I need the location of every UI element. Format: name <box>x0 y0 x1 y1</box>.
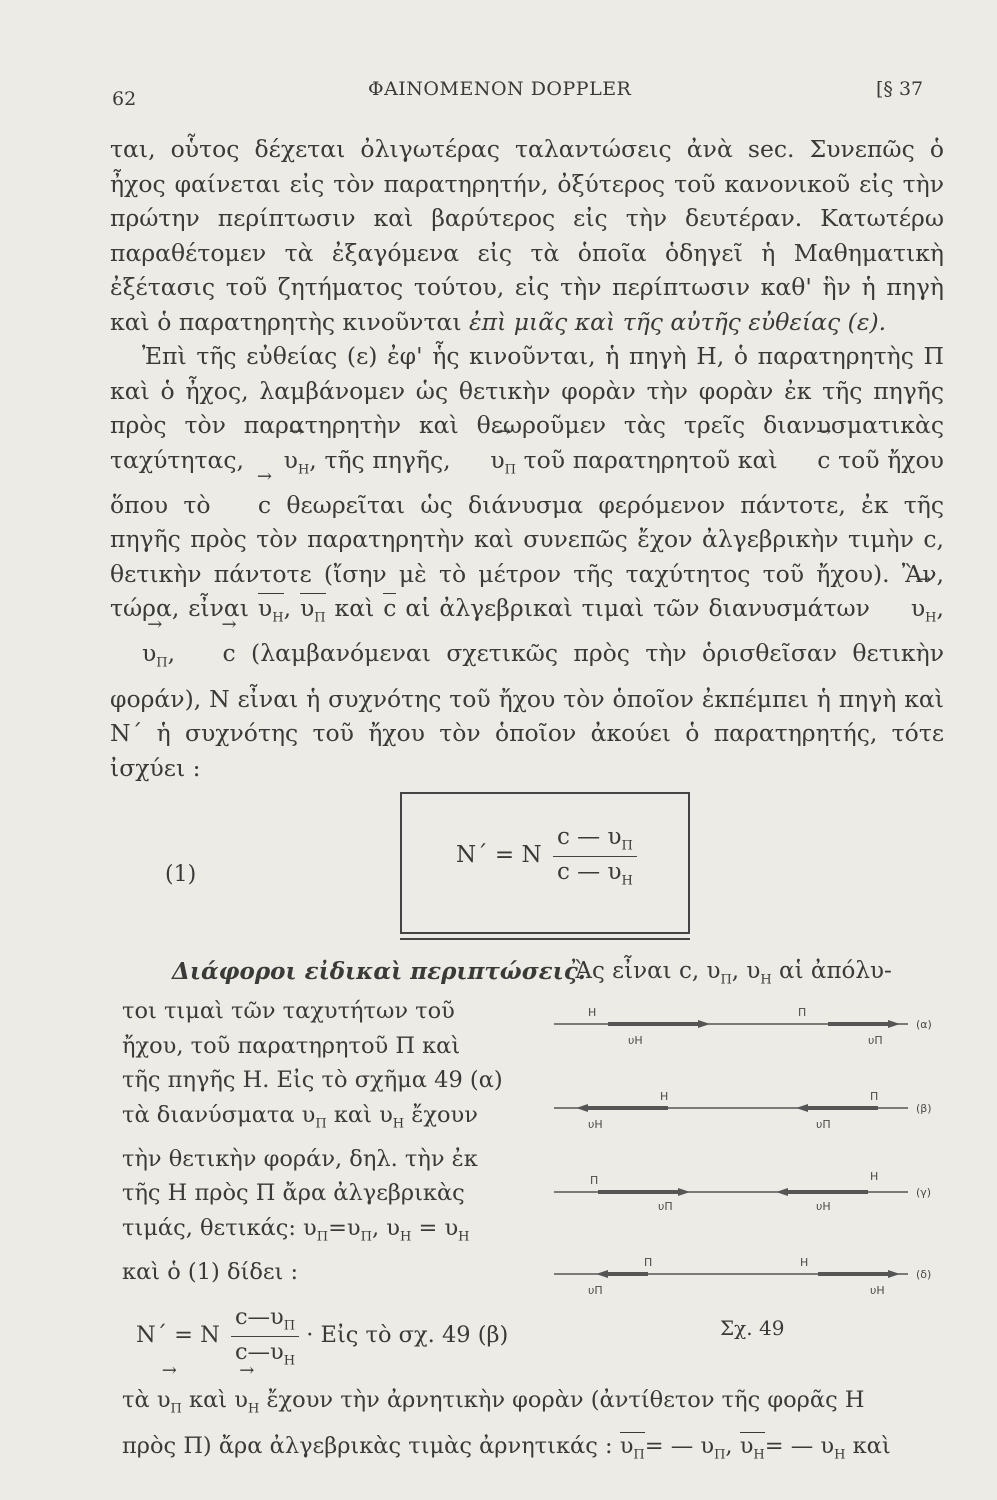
svg-text:Η: Η <box>870 1170 879 1183</box>
fraction: $\frac{c—\upsilon_\Pi}{c—\upsilon_H}$ <box>231 1304 299 1368</box>
svg-text:Π: Π <box>798 1006 807 1019</box>
doppler-formula: N΄ = N $\frac{c — \upsilon_\Pi}{c — \upsilon_H}$ <box>456 824 637 888</box>
svg-text:υΠ: υΠ <box>658 1200 673 1213</box>
running-title: ΦΑΙΝΟΜΕΝΟΝ DOPPLER <box>368 78 632 100</box>
italic-phrase: ἐπὶ μιᾶς καὶ τῆς αὐτῆς εὐθείας (ε). <box>469 307 887 336</box>
figure-diagram <box>548 996 968 1316</box>
algebraic-c: c <box>383 594 397 623</box>
svg-text:υΠ: υΠ <box>588 1284 603 1297</box>
section-heading: Διάφοροι εἰδικαὶ περιπτώσεις. <box>172 958 586 985</box>
svg-text:υΗ: υΗ <box>816 1200 831 1213</box>
svg-text:υΠ: υΠ <box>816 1118 831 1131</box>
svg-text:υΗ: υΗ <box>588 1118 603 1131</box>
vector-vH: → $\upsilon_H$ <box>879 591 937 636</box>
formula-box <box>400 792 690 934</box>
vector-vH: → $\upsilon_H$ <box>234 1382 259 1428</box>
main-text <box>110 132 944 785</box>
vector-vP: → $\upsilon_\Pi$ <box>157 1382 182 1428</box>
vector-c: → c <box>191 636 236 671</box>
vector-c: → c <box>785 443 830 478</box>
paragraph: ται, οὗτος δέχεται ὀλιγωτέρας ταλαντώσεις ἀνὰ sec. Συνεπῶς ὁ ἦχος φαίνεται εἰς τὸν παρατηρητήν, ὀξύτερος τοῦ κανονικοῦ εἰς τὴν πρώτην περίπτωσιν καὶ βαρύτερος εἰς τὴν δευτέραν. Κατωτέρω παραθέτομεν τὰ ἐξαγόμενα εἰς τὰ ὁποῖα ὁδηγεῖ ἡ Μαθηματικὴ ἐξέτασις τοῦ ζητήματος τούτου, εἰς τὴν περίπτωσιν καθ' ἣν ἡ πηγὴ καὶ ὁ παρατηρητὴς κινοῦνται ἐπὶ μιᾶς καὶ τῆς αὐτῆς εὐθείας (ε). <box>110 135 944 336</box>
svg-text:Η: Η <box>588 1006 597 1019</box>
algebraic-vP: $\upsilon_\Pi$ <box>299 594 326 626</box>
figure-49 <box>548 996 968 1336</box>
figure-row-b <box>554 1090 932 1131</box>
svg-text:(α): (α) <box>916 1018 932 1031</box>
svg-text:(δ): (δ) <box>916 1268 932 1281</box>
final-text: τὰ → $\upsilon_\Pi$ καὶ → $\upsilon_H$ ἔχουν τὴν ἀρνητικὴν φορὰν (ἀντίθετον τῆς φορᾶς Η πρὸς Π) ἄρα ἀλγεβρικὰς τιμὰς ἀρνητικάς : $\upsilon_\Pi=$ — $\upsilon_\Pi$, $\upsilon_H=$ — $\upsilon_H$ καὶ <box>122 1382 962 1473</box>
svg-text:Π: Π <box>590 1174 599 1187</box>
svg-text:υΗ: υΗ <box>870 1284 885 1297</box>
vector-vH: → $\upsilon_H$ <box>252 443 310 488</box>
vector-c: → c <box>226 488 271 523</box>
svg-text:Π: Π <box>644 1256 653 1269</box>
figure-row-c <box>554 1170 931 1213</box>
figure-row-d <box>554 1256 931 1297</box>
svg-text:υΗ: υΗ <box>628 1034 643 1047</box>
fraction: $\frac{c — \upsilon_\Pi}{c — \upsilon_H}$ <box>553 824 637 888</box>
svg-text:Π: Π <box>870 1090 879 1103</box>
paragraph: Ἐπὶ τῆς εὐθείας (ε) ἐφ' ἧς κινοῦνται, ἡ πηγὴ Η, ὁ παρατηρητὴς Π καὶ ὁ ἦχος, λαμβάνομεν ὡς θετικὴν φορὰν τὴν φορὰν ἐκ τῆς πηγῆς πρὸς τὸν παρατηρητὴν καὶ θεωροῦμεν τὰς τρεῖς διανυσματικὰς ταχύτητας, → $\upsilon_H$, τῆς πηγῆς, → $\upsilon_\Pi$ τοῦ παρατηρητοῦ καὶ → c τοῦ ἤχου ὅπου τὸ → c θεωρεῖται ὡς διάνυσμα φερόμενον πάντοτε, ἐκ τῆς πηγῆς πρὸς τὸν παρατηρητὴν καὶ συνεπῶς ἔχον ἀλγεβρικὴν τιμὴν c, θετικὴν πάντοτε (ἴσην μὲ τὸ μέτρον τῆς ταχύτητος τοῦ ἤχου). Ἂν, τώρα, εἶναι $\upsilon_H$, $\upsilon_\Pi$ καὶ c αἱ ἀλγεβρικαὶ τιμαὶ τῶν $\delta\iota\alpha\nu\upsilon\sigma\mu ά\tau\omega\nu \to \upsilon_H$, → $\upsilon_\Pi$, → c (λαμβανόμεναι σχετικῶς πρὸς τὴν ὁρισθεῖσαν θετικὴν φοράν), N εἶναι ἡ συχνότης τοῦ ἤχου τὸν ὁποῖον ἐκπέμπει ἡ πηγὴ καὶ N΄ ἡ συχνότης τοῦ ἤχου τὸν ὁποῖον ἀκούει ὁ παρατηρητής, τότε ἰσχύει : <box>110 339 944 785</box>
section-number: [§ 37 <box>876 78 924 100</box>
formula-2: N΄ = N $\frac{c—\upsilon_\Pi}{c—\upsilon_H}$ · Εἰς τὸ σχ. 49 (β) <box>136 1304 509 1368</box>
page-header <box>0 78 997 108</box>
figure-caption: Σχ. 49 <box>720 1316 785 1340</box>
equation-number: (1) <box>165 862 197 887</box>
svg-text:(β): (β) <box>916 1102 932 1115</box>
svg-text:Η: Η <box>660 1090 669 1103</box>
cases-intro: Ἂς εἶναι c, $\upsilon_\Pi$, $\upsilon_H$ αἱ ἀπόλυ- <box>572 958 892 988</box>
algebraic-vH: $\upsilon_H$ <box>257 594 284 626</box>
figure-row-a <box>554 1006 932 1047</box>
left-column-text: τοι τιμαὶ τῶν ταχυτήτων τοῦ ἤχου, τοῦ παρατηρητοῦ Π καὶ τῆς πηγῆς Η. Εἰς τὸ σχῆμα 49 (α) τὰ διανύσματα $\upsilon_\Pi$ καὶ $\upsilon_H$ ἔχουν τὴν θετικὴν φοράν, δηλ. τὴν ἐκ τῆς Η πρὸς Π ἄρα ἀλγεβρικὰς τιμάς, θετικάς: $\upsilon_\Pi=\upsilon_\Pi$, $\upsilon_H = \upsilon_H$ καὶ ὁ (1) δίδει : <box>122 998 503 1285</box>
vector-vP: → $\upsilon_\Pi$ <box>110 636 168 681</box>
svg-text:υΠ: υΠ <box>868 1034 883 1047</box>
page-number: 62 <box>112 88 137 110</box>
svg-text:(γ): (γ) <box>916 1186 932 1199</box>
svg-text:Η: Η <box>800 1256 809 1269</box>
vector-vP: → $\upsilon_\Pi$ <box>458 443 516 488</box>
